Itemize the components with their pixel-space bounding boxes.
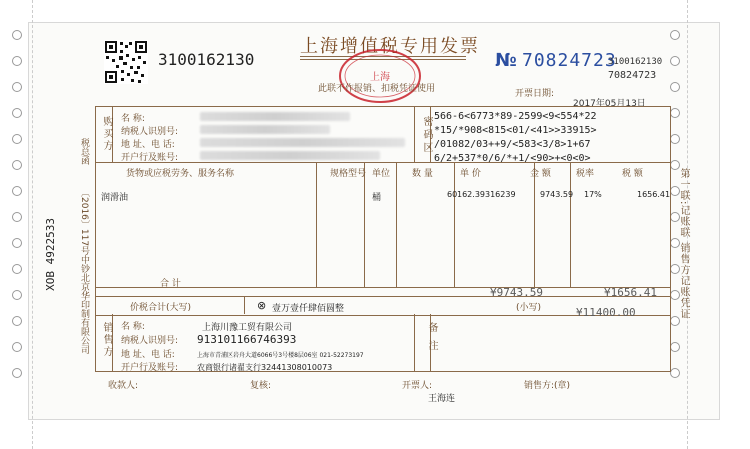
item-amount: 9743.59 (540, 190, 574, 199)
invoice-number-small: 70824723 (608, 70, 657, 81)
cipher-section-label: 密码区 (421, 116, 432, 155)
total-label: 合 计 (160, 279, 181, 289)
buyer-bank-label: 开户行及账号: (121, 153, 179, 163)
printer-note: 〔2016〕117号中钞北京华印制有限公司 (79, 188, 89, 355)
total-incl-small: ¥11400.00 (576, 306, 636, 319)
cipher-line: 566-6<6773*89-2599<9<554*22 (434, 111, 597, 122)
col-header-price: 单 价 (460, 169, 481, 179)
svg-text:上海: 上海 (370, 72, 390, 83)
item-tax: 1656.41 (637, 190, 671, 199)
issuer-label: 开票人: (402, 381, 433, 391)
seller-name-label: 名 称: (121, 322, 145, 332)
col-header-name: 货物或应税劳务、服务名称 (126, 169, 235, 179)
payee-label: 收款人: (108, 381, 139, 391)
seller-section-label: 销售方 (101, 322, 112, 358)
cipher-line: 6/2+537*0/6/*+1/<90>+<0<0> (434, 153, 591, 164)
seller-bank: 农商银行诸翟支行32441308010073 (197, 363, 333, 372)
buyer-taxid-label: 纳税人识别号: (121, 127, 179, 137)
total-row-vdivider (244, 296, 245, 314)
total-incl-small-label: (小写) (516, 303, 542, 313)
invoice-code-small: 3100162130 (608, 57, 663, 67)
total-incl-uppercase: 壹万壹仟肆佰圆整 (272, 304, 345, 314)
cipher-line: *15/*908<815<01/<41>>33915> (434, 125, 597, 136)
left-perf-line (32, 0, 33, 449)
col-header-unit: 单位 (372, 169, 391, 179)
seller-grid (95, 314, 671, 372)
tax-bureau-note: 税总函 (79, 138, 89, 165)
col-header-spec: 规格型号 (330, 169, 367, 179)
total-tax: ¥1656.41 (604, 286, 657, 299)
item-qty: 60 (447, 190, 458, 199)
item-price: 162.39316239 (457, 190, 516, 199)
reviewer-label: 复核: (250, 381, 272, 391)
item-name: 润滑油 (101, 193, 129, 203)
circle-x-icon: ⊗ (257, 299, 267, 312)
issuer-name: 王海连 (428, 394, 456, 404)
invoice-title: 上海增值税专用发票 (300, 36, 480, 57)
col-header-rate: 税率 (576, 169, 595, 179)
left-serial-number: XOB 4922533 (44, 218, 57, 291)
tax-seal-stamp-icon (338, 48, 422, 104)
buyer-address-label: 地 址、电 话: (121, 140, 175, 150)
buyer-bank-redacted (200, 151, 380, 160)
cipher-line: /01082/03++9/<583<3/8>1+67 (434, 139, 591, 150)
seller-name: 上海川豫工贸有限公司 (202, 323, 293, 333)
total-row-divider (95, 296, 670, 297)
buyer-address-redacted (200, 138, 405, 147)
date-label: 开票日期: (515, 89, 555, 99)
remark-label: 备注 (426, 322, 437, 358)
invoice-number: 70824723 (522, 50, 617, 71)
invoice-no-mark: № (495, 50, 517, 71)
invoice-code: 3100162130 (158, 50, 255, 69)
seller-taxid-label: 纳税人识别号: (121, 336, 179, 346)
col-header-qty: 数 量 (412, 169, 433, 179)
qr-code-icon (104, 40, 148, 84)
invoice-date: 2017年05月13日 (573, 99, 646, 109)
buyer-name-redacted (200, 112, 350, 121)
buyer-name-label: 名 称: (121, 114, 145, 124)
cipher-area (434, 110, 597, 166)
total-amount: ¥9743.59 (490, 286, 543, 299)
invoice-subtitle: 此联不作报销、扣税凭证使用 (318, 84, 436, 94)
buyer-taxid-redacted (200, 125, 330, 134)
col-header-amount: 金 额 (530, 169, 551, 179)
seller-address: 上海市青浦区岩舟大道6066号3号楼8层06室 021-52273197 (197, 352, 364, 359)
left-perforation (12, 30, 22, 390)
total-incl-label: 价税合计(大写) (130, 303, 192, 313)
seller-bank-label: 开户行及账号: (121, 363, 179, 373)
seller-seal-label: 销售方:(章) (524, 381, 571, 391)
seller-address-label: 地 址、电 话: (121, 350, 175, 360)
item-unit: 桶 (372, 193, 382, 203)
item-rate: 17% (584, 190, 602, 199)
copy-note: 第一联:记账联 销售方记账凭证 (678, 168, 689, 320)
col-header-tax: 税 额 (622, 169, 643, 179)
seller-taxid: 913101166746393 (197, 333, 297, 346)
buyer-section-label: 购买方 (101, 116, 112, 152)
